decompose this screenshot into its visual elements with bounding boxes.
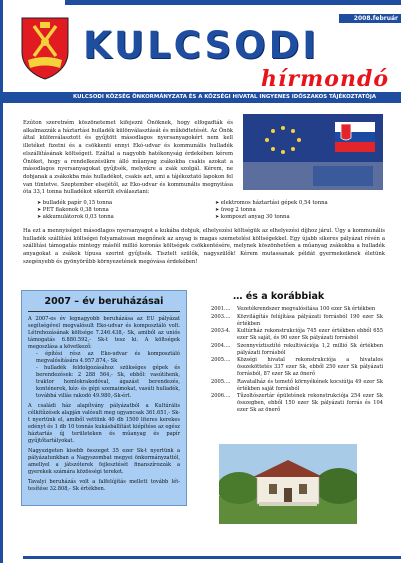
cost-list: [36, 351, 180, 400]
timeline-entry: [211, 393, 383, 414]
projects-timeline: [211, 306, 383, 415]
waste-item: ➤ akkumulátorok 0,03 tonna: [37, 214, 199, 221]
masthead: [3, 0, 401, 108]
intro-column: [23, 120, 233, 197]
entry-text: Közvilágítás felújítása pályázati forrásból 190 ezer Sk értékben: [237, 313, 383, 327]
entry-year: 2006....: [211, 393, 231, 399]
title-divider: [28, 311, 180, 312]
publisher-band: KULCSODI KÖZSÉG ÖNKORMÁNYZATA ÉS A KÖZSÉGI HIVATAL INGYENES IDŐSZAKOS TÁJÉKOZTATÓJA: [3, 92, 401, 103]
entry-year: 2005....: [211, 357, 231, 363]
waste-item: ➤ komposzt anyag 30 tonna: [215, 214, 377, 221]
intro-paragraph: Ezúton szeretném köszönetemet kifejezni Önöknek, hogy elfogadták és alkalmazzák a háztartási hulladék különválasztását és működtetését. Az Önök által különválasztott és gyűjtött másodlagos nyersanyagokért nem kell illetéket fizetni és a csökkenti ennyi Ekó-udvar és kommunális hulladék elszállításának költségeit. Ezáltal a nagyobb hatékonyság érdekében kérem Önöket, hogy a rendelkezésükre álló műanyag zsákokba csakis azokat a másodlagos nyersanyagokat gyűjtsék, melyekre a zsák szolgál. Kérem, ne dobjanak a zsákokba más hulladékot, csakis azt, ami a tájékoztató lapokon fel van tüntetve. Szeptember elsejétől, az Eko-udvar és kommunális megnyitása óta 33,1 tonna hulladékot sikerült elválasztani:: [23, 120, 233, 196]
waste-list: [37, 200, 377, 222]
entry-text: Kultúrház rekonstrukciója 745 ezer értékben ebből 655 ezer Sk saját, és 90 ezer Sk pályázati forrásból: [237, 328, 383, 341]
timeline-entry: [211, 343, 383, 357]
entry-year: 2004....: [211, 342, 231, 349]
waste-item: ➤ PET flakonok 0,38 tonna: [37, 207, 199, 214]
entry-text: Vezetékrendszer megvalósítása 100 ezer Sk értékben: [237, 306, 376, 312]
investments-title: 2007 – év beruházásai: [44, 296, 164, 307]
timeline-entry: [211, 328, 383, 342]
cost-item: - hulladék feldolgozásához szükséges gépek és berendezések: 2 288 564,- Sk, ebből: vasútihenk, traktor homlokrakodóval, ágazást berendezés, konténerek, kéz- és gépi szemaimokat, vasúti hulladék, továbbá villás rakodó 49.980,-Sk-ért.: [36, 365, 180, 400]
entry-text: Tűzoltószertár épületének rekonstrukciója 254 ezer Sk összegben, ebből 150 ezer Sk pályázati forrás és 104 ezer Sk az önerő: [237, 393, 383, 413]
entry-year: 2005....: [211, 378, 231, 385]
newsletter-subtitle: hírmondó: [261, 66, 389, 92]
village-crest-icon: [20, 16, 70, 80]
entry-text: Községi hivatal rekonstrukciója a hivatalos összeköttetés 337 ezer Sk, ebből 250 ezer Sk pályázati forrásból, 87 ezer Sk az önerő: [237, 357, 383, 377]
entry-text: Ravatalház és temető környékének kocsiútja 49 ezer Sk értékben saját forrásból: [237, 378, 383, 392]
entry-year: 2001....: [211, 306, 231, 312]
timeline-entry: [211, 306, 383, 313]
waste-item: ➤ üveg 2 tonna: [215, 207, 377, 214]
waste-item: ➤ bulladék papír 0,15 tonna: [37, 200, 199, 207]
investments-paragraph: A 2007-es év legnagyobb beruházása az EU pályázat segítségével megvalósult Eko-udvar és komposztáló volt. Létrehozásának költsége 7.246.438,- Sk, amiből az uniós támogatás 6.880.592,- Sk-t tesz ki. A költségek megoszlása a következő:: [28, 316, 180, 350]
body-section: [23, 228, 385, 267]
newsletter-title: KULCSODI: [83, 24, 320, 67]
issue-date: 2008.február: [339, 14, 401, 23]
timeline-entry: [211, 379, 383, 393]
entry-year: 2003-4.: [211, 328, 231, 334]
building-photo: [219, 444, 357, 524]
entry-text: Szennyvíztisztító rekultivációja 1,2 millió Sk értékben pályázati forrásból: [237, 342, 383, 356]
top-rule: [65, 0, 401, 5]
timeline-entry: [211, 314, 383, 328]
cost-item: - építési rész az Eko-udvar és komposztáló megvalósítására 4.957.874,- Sk: [36, 351, 180, 365]
body-paragraph: Ha ezt a mennyiséget másodlagos nyersanyagot a kukába dobjuk, elhelyezési költségük az elhelyezési díjhoz járul. Úgy a kommunális hulladék szállítási költségei folyamatosan megnőnek az anyag is magas szemetelési költségekkel. Egy újabb sikeres pályázat révén a szállítási támogatás mintegy másfél millió koronás költségek csökkentésére, melynek köszönhetően a műanyag zsákokba a hulladék anyagokat a zsákok típusa szerint gyűjtsék. Tisztelt szülők, nagyszülők! Kérem mutassanak példát gyermekeiknek életünk szegényebb és gyönyörűbb környezetének megóvása érdekében!: [23, 228, 385, 265]
bottom-rule: [23, 556, 401, 559]
eu-flags-photo: [243, 114, 383, 190]
entry-year: 2003....: [211, 313, 231, 320]
investments-paragraph: Tavalyi beruházás volt a falfelújítás mellett tovább lét-tesítése 32.808,- Sk értékben.: [28, 479, 180, 492]
investments-box: [21, 290, 187, 506]
waste-item: ➤ elektromos háztartási gépek 0,54 tonna: [215, 200, 377, 207]
timeline-entry: [211, 357, 383, 378]
earlier-projects-title: … és a korábbiak: [233, 291, 325, 302]
investments-paragraph: Nagyszigeten kisebb összeget 35 ezer Sk-t nyertünk a pályázatunkban a Nagyszombat megyei önkormányzattól, amellyel a játszóterek fejlesztését finanszírozzák a gyerekek számára közösségi tereket.: [28, 448, 180, 475]
investments-paragraph: A családi ház alapítvány pályázatból a Kultúrális célkitűzések alapján valósult meg ugyancsak 361.651,- Sk-t nyertünk el, amiből vettünk 40 db 1500 literes kerekes edényt és 1 db 10 tonnás kukásbállítást kiépítése az egész háztartás új területeken és műanyag és papír gyűjtőtartályokat.: [28, 403, 180, 444]
